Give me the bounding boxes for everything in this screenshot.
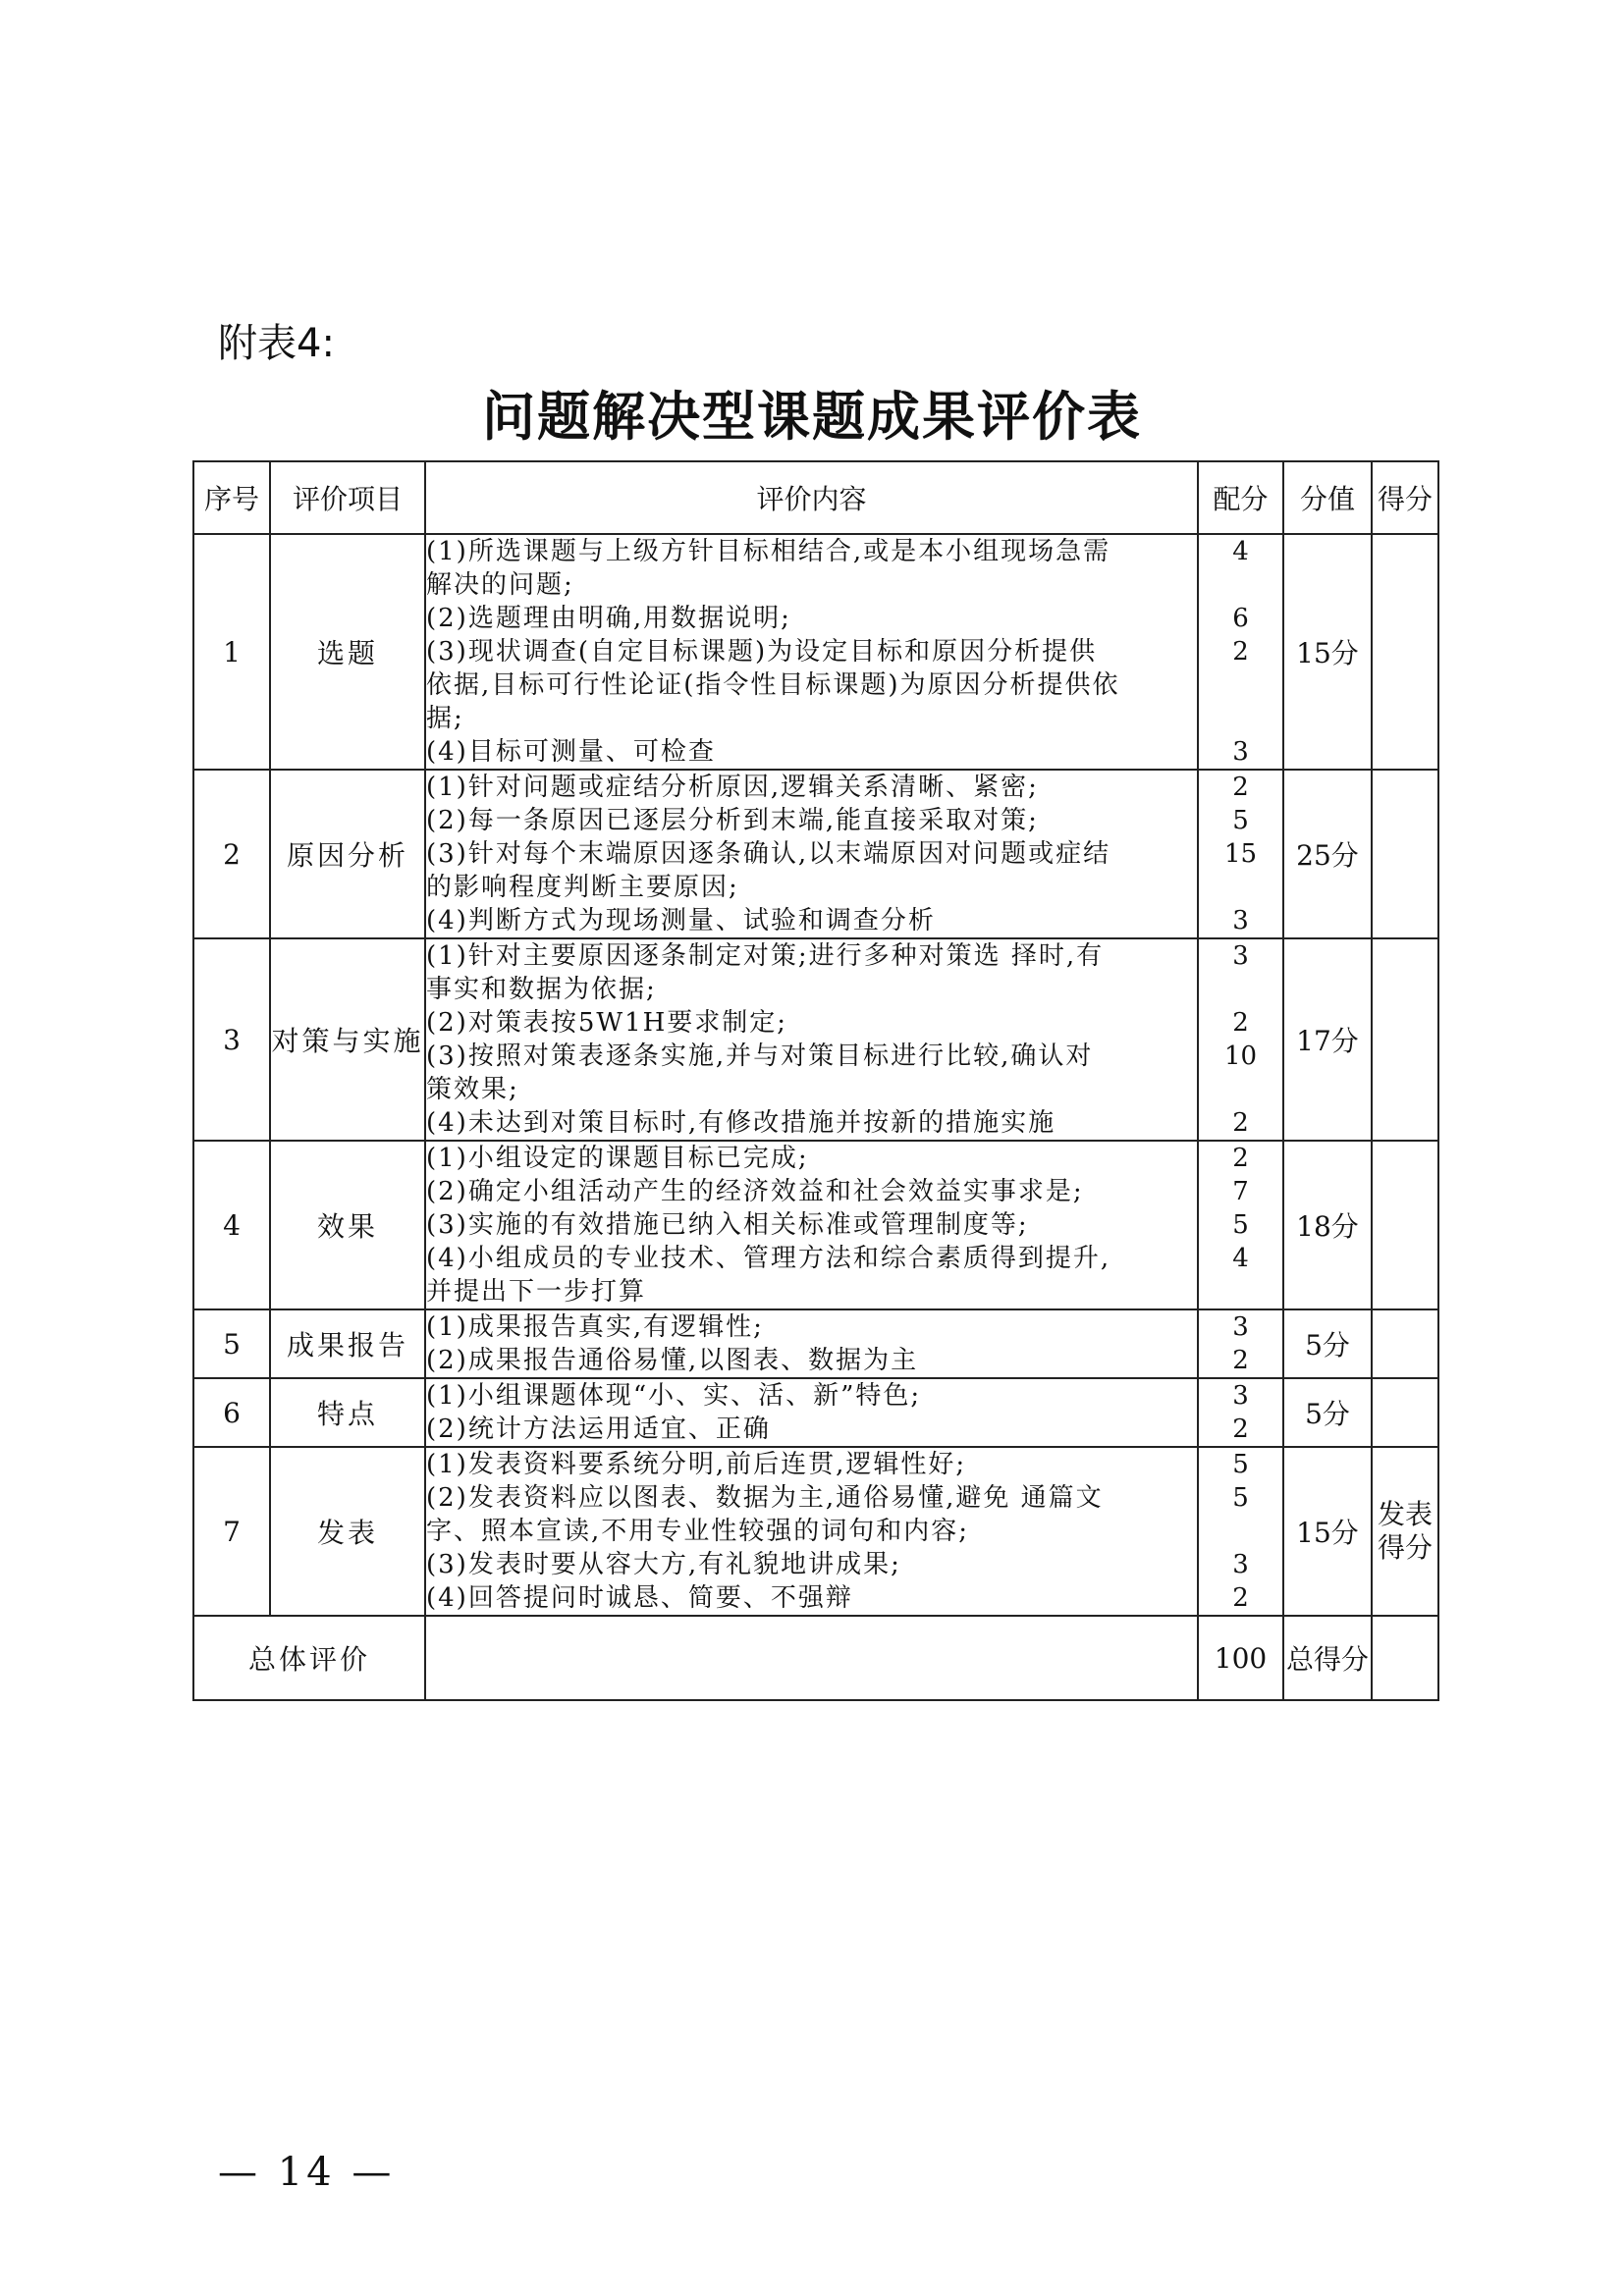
row-number: 4 (193, 1141, 270, 1309)
row-number: 6 (193, 1378, 270, 1447)
score-cell: 发表得分 (1372, 1447, 1438, 1616)
point-value: 3 (1232, 1312, 1249, 1342)
score-cell (1372, 1141, 1438, 1309)
point-value (1199, 668, 1282, 702)
criterion-line: (1)针对问题或症结分析原因,逻辑关系清晰、紧密; (426, 773, 1039, 802)
criterion-line: 据; (426, 704, 464, 733)
evaluation-content (425, 1141, 1198, 1309)
point-value: 3 (1232, 906, 1249, 935)
criterion-line: (2)选题理由明确,用数据说明; (426, 604, 791, 633)
summary-row (193, 1616, 1438, 1700)
score-value: 5分 (1283, 1378, 1372, 1447)
criterion-line: (2)确定小组活动产生的经济效益和社会效益实事求是; (426, 1177, 1084, 1206)
criterion-line: (1)小组设定的课题目标已完成; (426, 1144, 809, 1173)
criterion-line: (2)对策表按5W1H要求制定; (426, 1008, 788, 1038)
criterion-line: (3)发表时要从容大方,有礼貌地讲成果; (426, 1550, 901, 1579)
point-value: 3 (1232, 1381, 1249, 1411)
appendix-label: 附表4: (218, 321, 335, 366)
header-score: 得分 (1372, 461, 1438, 534)
evaluation-item: 特点 (270, 1378, 425, 1447)
score-cell (1372, 1378, 1438, 1447)
criterion-line: (1)小组课题体现“小、实、活、新”特色; (426, 1381, 922, 1411)
point-value: 5 (1232, 1450, 1249, 1479)
point-value: 5 (1232, 806, 1249, 835)
evaluation-table (192, 460, 1439, 1701)
criterion-line: (4)目标可测量、可检查 (426, 737, 716, 767)
total-score-label: 总得分 (1283, 1616, 1372, 1700)
point-value: 2 (1232, 1346, 1249, 1375)
criterion-line: 并提出下一步打算 (426, 1277, 647, 1307)
point-value (1199, 871, 1282, 904)
point-value: 5 (1232, 1483, 1249, 1513)
evaluation-content (425, 1309, 1198, 1378)
criterion-line: 解决的问题; (426, 570, 574, 600)
point-value: 10 (1223, 1041, 1258, 1071)
criterion-line: 的影响程度判断主要原因; (426, 873, 739, 902)
score-value: 25分 (1283, 770, 1372, 938)
criterion-line: (3)按照对策表逐条实施,并与对策目标进行比较,确认对 (426, 1041, 1094, 1071)
points-allocation (1198, 1447, 1283, 1616)
criterion-line: (4)小组成员的专业技术、管理方法和综合素质得到提升, (426, 1244, 1111, 1273)
table-header-row (193, 461, 1438, 534)
criterion-line: (1)所选课题与上级方针目标相结合,或是本小组现场急需 (426, 537, 1111, 566)
point-value: 2 (1232, 1415, 1249, 1444)
points-allocation (1198, 534, 1283, 770)
point-value (1199, 1515, 1282, 1548)
overall-evaluation-content (425, 1616, 1198, 1700)
criterion-line: (1)针对主要原因逐条制定对策;进行多种对策选 择时,有 (426, 941, 1105, 971)
point-value: 7 (1232, 1177, 1249, 1206)
header-content: 评价内容 (425, 461, 1198, 534)
criterion-line: 依据,目标可行性论证(指令性目标课题)为原因分析提供依 (426, 670, 1120, 700)
evaluation-item: 对策与实施 (270, 938, 425, 1141)
criterion-line: 事实和数据为依据; (426, 975, 657, 1004)
criterion-line: 策效果; (426, 1075, 519, 1104)
score-cell (1372, 1309, 1438, 1378)
table-row (193, 534, 1438, 770)
criterion-line: (3)实施的有效措施已纳入相关标准或管理制度等; (426, 1210, 1029, 1240)
point-value: 6 (1232, 604, 1249, 633)
table-row (193, 1378, 1438, 1447)
page-number: — 14 — (218, 2150, 396, 2195)
point-value: 2 (1232, 773, 1249, 802)
point-value: 3 (1232, 941, 1249, 971)
score-value: 15分 (1283, 534, 1372, 770)
point-value (1199, 568, 1282, 602)
score-value: 5分 (1283, 1309, 1372, 1378)
point-value: 4 (1232, 537, 1249, 566)
score-value: 15分 (1283, 1447, 1372, 1616)
point-value: 15 (1223, 839, 1258, 869)
criterion-line: (4)判断方式为现场测量、试验和调查分析 (426, 906, 936, 935)
point-value (1199, 702, 1282, 735)
criterion-line: (1)发表资料要系统分明,前后连贯,逻辑性好; (426, 1450, 967, 1479)
criterion-line: (3)现状调查(自定目标课题)为设定目标和原因分析提供 (426, 637, 1098, 667)
score-value: 18分 (1283, 1141, 1372, 1309)
points-allocation (1198, 1141, 1283, 1309)
points-allocation (1198, 1378, 1283, 1447)
point-value: 4 (1232, 1244, 1249, 1273)
criterion-line: (4)未达到对策目标时,有修改措施并按新的措施实施 (426, 1108, 1056, 1138)
point-value: 2 (1232, 1008, 1249, 1038)
criterion-line: (1)成果报告真实,有逻辑性; (426, 1312, 764, 1342)
score-cell (1372, 938, 1438, 1141)
overall-evaluation-label: 总体评价 (193, 1616, 425, 1700)
evaluation-content (425, 534, 1198, 770)
criterion-line: (2)统计方法运用适宜、正确 (426, 1415, 771, 1444)
header-value: 分值 (1283, 461, 1372, 534)
evaluation-content (425, 770, 1198, 938)
point-value: 2 (1232, 1108, 1249, 1138)
criterion-line: (2)每一条原因已逐层分析到末端,能直接采取对策; (426, 806, 1039, 835)
score-value: 17分 (1283, 938, 1372, 1141)
points-allocation (1198, 938, 1283, 1141)
row-number: 5 (193, 1309, 270, 1378)
score-cell (1372, 770, 1438, 938)
criterion-line: (3)针对每个末端原因逐条确认,以末端原因对问题或症结 (426, 839, 1111, 869)
evaluation-item: 原因分析 (270, 770, 425, 938)
table-body (193, 534, 1438, 1616)
header-no: 序号 (193, 461, 270, 534)
evaluation-item: 成果报告 (270, 1309, 425, 1378)
points-allocation (1198, 770, 1283, 938)
point-value: 2 (1232, 637, 1249, 667)
point-value (1199, 973, 1282, 1006)
row-number: 3 (193, 938, 270, 1141)
point-value: 2 (1232, 1144, 1249, 1173)
point-value (1199, 1275, 1282, 1308)
total-score-cell (1372, 1616, 1438, 1700)
criterion-line: 字、照本宣读,不用专业性较强的词句和内容; (426, 1517, 970, 1546)
evaluation-content (425, 1447, 1198, 1616)
score-cell (1372, 534, 1438, 770)
table-row (193, 1141, 1438, 1309)
point-value: 3 (1232, 737, 1249, 767)
total-points: 100 (1198, 1616, 1283, 1700)
point-value: 3 (1232, 1550, 1249, 1579)
evaluation-content (425, 1378, 1198, 1447)
points-allocation (1198, 1309, 1283, 1378)
evaluation-item: 选题 (270, 534, 425, 770)
header-item: 评价项目 (270, 461, 425, 534)
table-row (193, 1309, 1438, 1378)
criterion-line: (4)回答提问时诚恳、简要、不强辩 (426, 1583, 853, 1613)
header-points: 配分 (1198, 461, 1283, 534)
criterion-line: (2)发表资料应以图表、数据为主,通俗易懂,避免 通篇文 (426, 1483, 1104, 1513)
row-number: 1 (193, 534, 270, 770)
evaluation-content (425, 938, 1198, 1141)
table-row (193, 1447, 1438, 1616)
row-number: 2 (193, 770, 270, 938)
row-number: 7 (193, 1447, 270, 1616)
evaluation-item: 发表 (270, 1447, 425, 1616)
evaluation-item: 效果 (270, 1141, 425, 1309)
table-row (193, 938, 1438, 1141)
page-title: 问题解决型课题成果评价表 (482, 385, 1142, 448)
criterion-line: (2)成果报告通俗易懂,以图表、数据为主 (426, 1346, 919, 1375)
table-row (193, 770, 1438, 938)
point-value (1199, 1073, 1282, 1106)
point-value: 2 (1232, 1583, 1249, 1613)
point-value: 5 (1232, 1210, 1249, 1240)
